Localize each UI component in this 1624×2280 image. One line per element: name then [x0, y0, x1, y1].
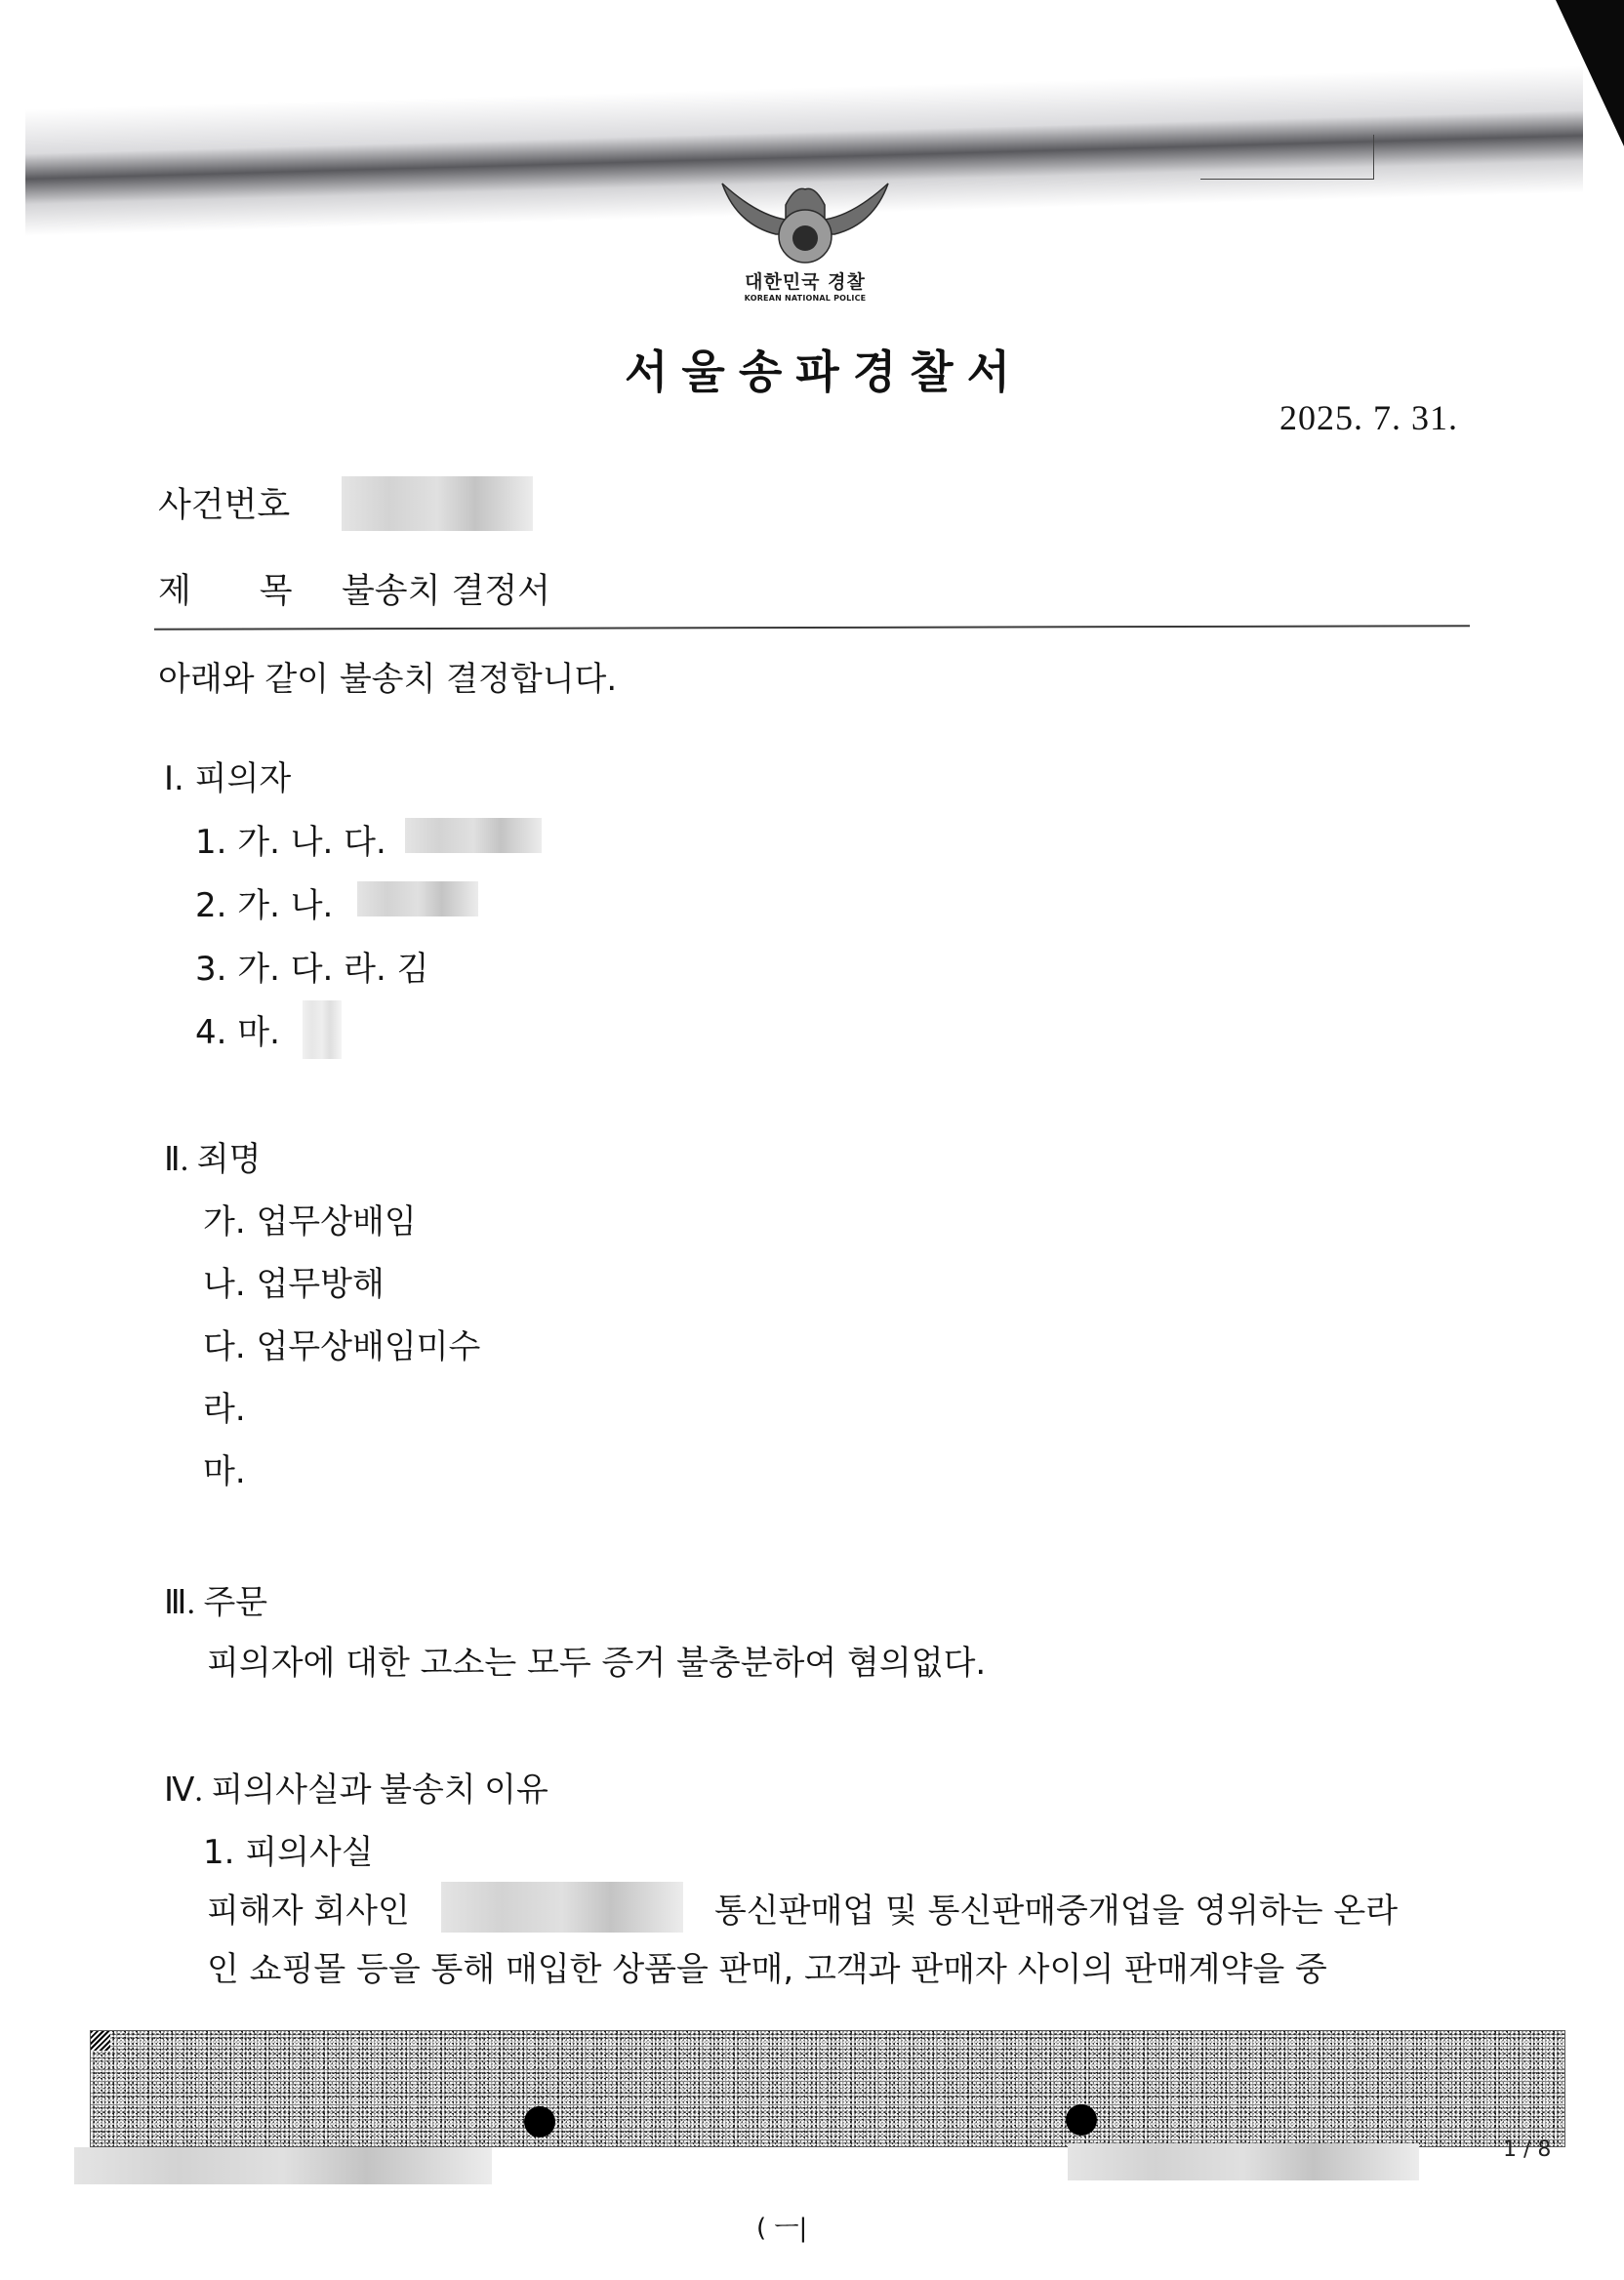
case-number-label: 사건번호 — [158, 486, 291, 525]
header-divider — [154, 625, 1470, 631]
victim-company-redacted — [441, 1882, 683, 1933]
section-disposition-heading: Ⅲ. 주문 — [164, 1585, 268, 1621]
title-label: 제 목 — [158, 572, 293, 611]
facts-line-1-suffix: 통신판매업 및 통신판매중개업을 영위하는 온라 — [714, 1892, 1399, 1931]
case-number-row — [158, 478, 290, 527]
charge-item-1: 가. 업무상배임 — [203, 1202, 417, 1242]
disposition-text: 피의자에 대한 고소는 모두 증거 불충분하여 혐의없다. — [207, 1644, 987, 1683]
section-facts-heading: Ⅳ. 피의사실과 불송치 이유 — [164, 1772, 548, 1809]
footer-right-redacted — [1068, 2143, 1419, 2180]
emblem-english-text: KOREAN NATIONAL POLICE — [744, 294, 867, 303]
agency-name: 서울송파경찰서 — [625, 346, 1025, 398]
section-charges-heading: Ⅱ. 죄명 — [164, 1142, 262, 1178]
title-value: 불송치 결정서 — [342, 572, 550, 611]
suspect-item-1: 1. 가. 나. 다. — [195, 823, 386, 862]
charge-item-2: 나. 업무방해 — [203, 1265, 385, 1304]
charge-item-5: 마. — [203, 1452, 246, 1491]
intro-text: 아래와 같이 불송치 결정합니다. — [158, 660, 618, 699]
eagle-emblem-icon — [717, 176, 893, 265]
title-row — [158, 564, 550, 613]
facts-subheading: 1. 피의사실 — [203, 1833, 374, 1872]
stamp-box — [1200, 135, 1374, 180]
section-suspects-heading: Ⅰ. 피의자 — [164, 759, 292, 798]
police-emblem — [717, 176, 893, 317]
security-pattern-band — [90, 2030, 1565, 2147]
suspect-item-3: 3. 가. 다. 라. 김 — [195, 950, 429, 989]
suspect-4-redacted — [303, 1000, 342, 1059]
emblem-korean-text: 대한민국 경찰 — [745, 271, 866, 293]
punch-hole-left — [524, 2106, 555, 2138]
suspect-item-4: 4. 마. — [195, 1013, 280, 1052]
facts-line-1-prefix: 피해자 회사인 — [207, 1892, 410, 1931]
hatch-mark — [91, 2031, 110, 2051]
handwritten-mark: ( ㅡ| — [756, 2214, 808, 2243]
facts-line-2: 인 쇼핑몰 등을 통해 매입한 상품을 판매, 고객과 판매자 사이의 판매계약을 중 — [207, 1950, 1327, 1989]
document-date: 2025. 7. 31. — [1279, 398, 1458, 437]
page-number: 1 / 8 — [1503, 2138, 1552, 2162]
footer-left-redacted — [74, 2147, 492, 2184]
case-number-redacted — [342, 476, 533, 531]
suspect-2-redacted — [357, 881, 478, 916]
punch-hole-right — [1066, 2104, 1097, 2136]
charge-item-3: 다. 업무상배임미수 — [203, 1327, 481, 1366]
charge-item-4: 라. — [203, 1390, 246, 1429]
suspect-item-2: 2. 가. 나. — [195, 886, 334, 925]
suspect-1-redacted — [405, 818, 542, 853]
